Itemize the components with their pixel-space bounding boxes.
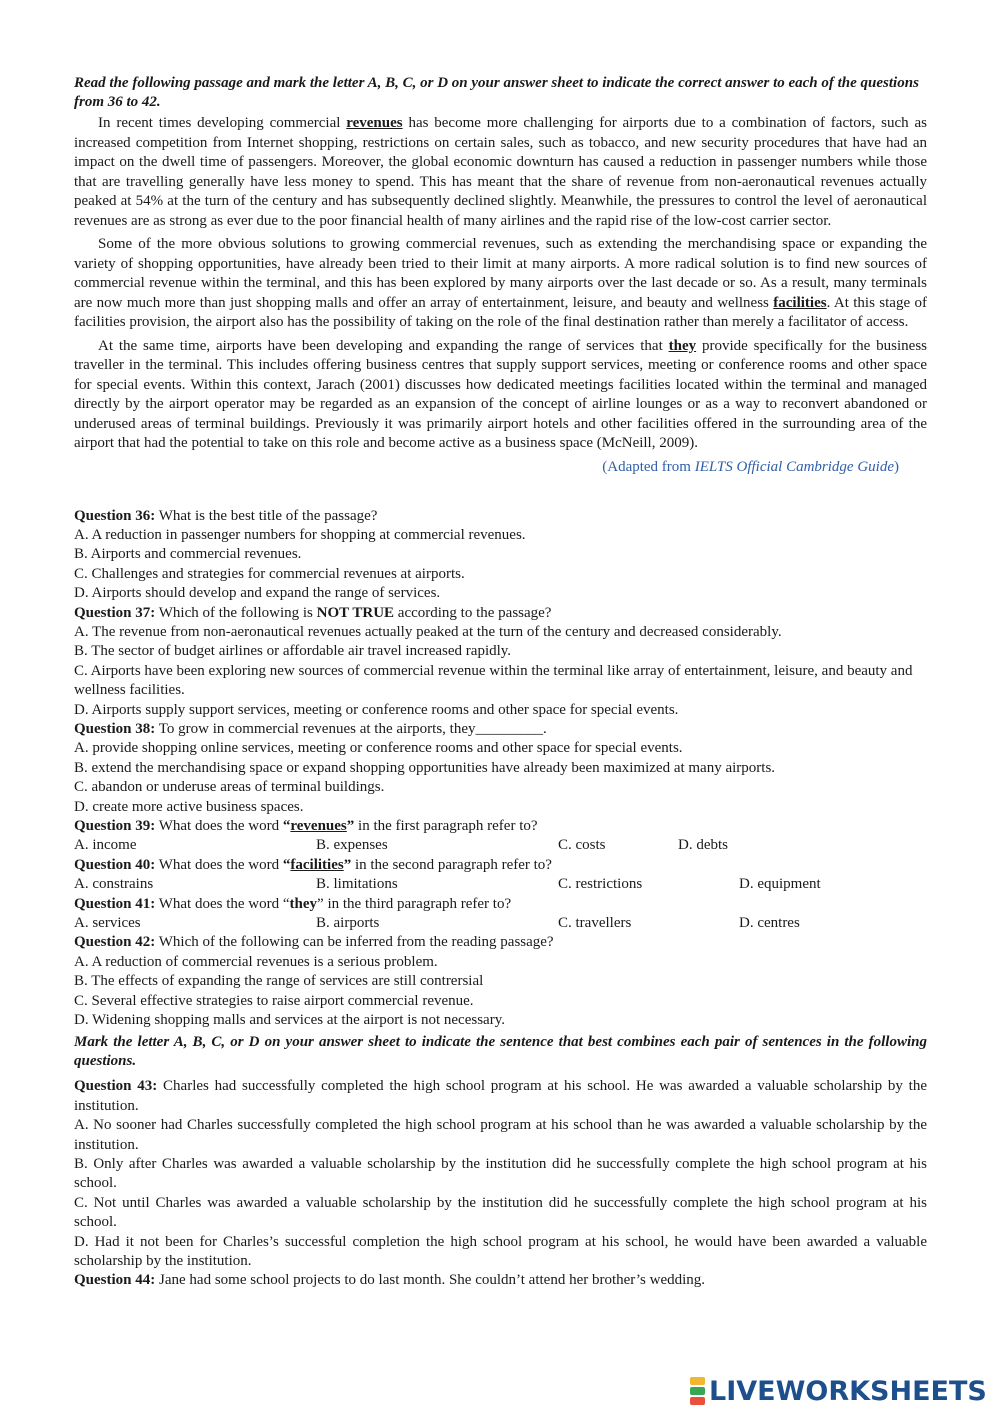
q43-option-c[interactable]: C. Not until Charles was awarded a valuable scholarship by the institution did he successfully complete the high school program at his school.	[74, 1194, 927, 1231]
q42-option-a[interactable]: A. A reduction of commercial revenues is a serious problem.	[74, 953, 438, 970]
q41-options	[74, 914, 927, 933]
badge-bar	[690, 1377, 705, 1385]
question-label: Question 40:	[74, 856, 156, 873]
passage-source	[74, 458, 899, 477]
question-37	[74, 604, 927, 623]
p3-text-after: provide specifically for the business traveller in the terminal. This includes offering business centres that supply support services, meeting or conference rooms and other space for special events. Within this context, Jarach (2001) discusses how dedicated meetings facilities located within the terminal and managed directly by the airport operator may be regarded as an expansion of the concept of airline lounges or as a way to reconvert abandoned or underused areas of terminal buildings. Previously it was primarily airport hotels and other facilities offered in the surrounding area of the airport that had the potential to take on this role and become active as a business space (McNeill, 2009).	[74, 337, 928, 451]
badge-bar	[690, 1397, 705, 1405]
question-text-after: ” in the third paragraph refer to?	[317, 895, 512, 912]
question-44	[74, 1271, 927, 1290]
q38-option-a[interactable]: A. provide shopping online services, meeting or conference rooms and other space for special events.	[74, 740, 683, 757]
close-quote: ”	[346, 818, 355, 834]
combine-instruction: Mark the letter A, B, C, or D on your answer sheet to indicate the sentence that best combines each pair of sentences in the following questions.	[74, 1034, 927, 1070]
open-quote: “	[282, 818, 291, 834]
question-text-before: What does the word	[155, 818, 283, 834]
keyword-revenues: revenues	[346, 115, 403, 131]
p2-text-after: . At this stage of facilities provision, the airport also has the possibility of taking on the role of the final destination rather than merely a facilitator of access.	[74, 294, 927, 330]
q37-option-d[interactable]: D. Airports supply support services, meeting or conference rooms and other space for special events.	[74, 701, 679, 718]
questions-block	[74, 507, 927, 1291]
source-title: IELTS Official Cambridge Guide	[694, 458, 894, 475]
question-text: What is the best title of the passage?	[155, 507, 378, 524]
question-label: Question 43:	[74, 1078, 158, 1095]
worksheet-page	[74, 74, 927, 1291]
q37-option-b[interactable]: B. The sector of budget airlines or affordable air travel increased rapidly.	[74, 643, 512, 660]
passage-paragraph-2	[74, 235, 927, 333]
p3-text-before: At the same time, airports have been developing and expanding the range of services that	[98, 337, 669, 354]
question-text-after: according to the passage?	[394, 604, 552, 621]
keyword: they	[289, 895, 318, 912]
open-quote: “	[282, 856, 291, 873]
q38-option-d[interactable]: D. create more active business spaces.	[74, 798, 304, 815]
question-text: Charles had successfully completed the high school program at his school. He was awarded a valuable scholarship by the institution.	[74, 1078, 927, 1114]
q43-option-b[interactable]: B. Only after Charles was awarded a valuable scholarship by the institution did he successfully complete the high school program at his school.	[74, 1156, 927, 1192]
q39-option-c[interactable]: C. costs	[558, 837, 606, 854]
q36-option-d[interactable]: D. Airports should develop and expand the range of services.	[74, 585, 441, 602]
q42-option-d[interactable]: D. Widening shopping malls and services at the airport is not necessary.	[74, 1012, 505, 1029]
question-text-before: Which of the following is	[155, 604, 317, 621]
question-41	[74, 895, 927, 914]
p1-text-after: has become more challenging for airports due to a combination of factors, such as increased competition from Internet shopping, restrictions on certain sales, such as tobacco, and new security procedures that have had an impact on the dwell time of passengers. Moreover, the global economic downturn has caused a reduction in passenger numbers while those that are travelling generally have less money to spend. This has meant that the share of revenue from non-aeronautical revenues actually peaked at 54% at the turn of the century and has subsequently declined slightly. Meanwhile, the pressures to control the level of aeronautical revenues are as strong as ever due to the poor financial health of many airlines and the rapid rise of the low-cost carrier sector.	[74, 115, 927, 229]
q36-option-b[interactable]: B. Airports and commercial revenues.	[74, 546, 302, 563]
question-label: Question 44:	[74, 1272, 156, 1289]
q38-option-b[interactable]: B. extend the merchandising space or expand shopping opportunities have already been maximized at many airports.	[74, 759, 776, 776]
q41-option-b[interactable]: B. airports	[316, 915, 380, 931]
p1-text-before: In recent times developing commercial	[98, 115, 347, 131]
question-label: Question 41:	[74, 895, 156, 912]
not-true-emphasis: NOT TRUE	[316, 604, 395, 621]
question-43	[74, 1077, 927, 1116]
keyword: revenues	[290, 818, 347, 834]
logo-badge-icon	[690, 1377, 705, 1405]
q40-options	[74, 875, 927, 894]
question-40	[74, 856, 927, 875]
question-label: Question 39:	[74, 818, 156, 834]
passage-paragraph-1	[74, 114, 927, 231]
question-text-before: What does the word “	[155, 895, 290, 912]
keyword-facilities: facilities	[773, 294, 827, 311]
question-38	[74, 720, 927, 739]
question-text: Which of the following can be inferred from the reading passage?	[155, 934, 554, 951]
reading-instruction: Read the following passage and mark the letter A, B, C, or D on your answer sheet to indicate the correct answer to each of the questions from 36 to 42.	[74, 75, 919, 110]
q39-option-d[interactable]: D. debts	[678, 837, 728, 854]
q42-option-b[interactable]: B. The effects of expanding the range of services are still contrersial	[74, 973, 484, 990]
question-label: Question 38:	[74, 720, 156, 737]
q40-option-d[interactable]: D. equipment	[739, 876, 821, 893]
question-text: Jane had some school projects to do last month. She couldn’t attend her brother’s wedding.	[155, 1272, 706, 1289]
badge-bar	[690, 1387, 705, 1395]
source-prefix: (Adapted from	[602, 458, 695, 475]
q43-option-a[interactable]: A. No sooner had Charles successfully completed the high school program at his school than he was awarded a valuable scholarship by the institution.	[74, 1117, 927, 1153]
question-36	[74, 507, 927, 526]
question-text-after: in the first paragraph refer to?	[354, 818, 538, 834]
q40-option-a[interactable]: A. constrains	[74, 876, 154, 893]
q39-options	[74, 836, 927, 855]
keyword: facilities	[290, 856, 344, 873]
question-text: To grow in commercial revenues at the airports, they_________.	[155, 720, 547, 737]
p2-text-before: Some of the more obvious solutions to growing commercial revenues, such as extending the merchandising space or expanding the variety of shopping opportunities, have already been tried to their limit at many airports. A more radical solution is to find new sources of commercial revenue within the terminal, and this has been explored by many airports over the last decade or so. As a result, many terminals are now much more than just shopping malls and offer an array of entertainment, leisure, and beauty and wellness	[74, 236, 927, 311]
keyword-they: they	[668, 337, 697, 354]
question-label: Question 37:	[74, 604, 156, 621]
q41-option-a[interactable]: A. services	[74, 915, 141, 931]
liveworksheets-logo	[690, 1374, 987, 1408]
q41-option-c[interactable]: C. travellers	[558, 915, 632, 931]
question-text-before: What does the word	[155, 856, 283, 873]
q41-option-d[interactable]: D. centres	[739, 915, 800, 931]
q40-option-c[interactable]: C. restrictions	[558, 876, 643, 893]
q40-option-b[interactable]: B. limitations	[316, 876, 398, 893]
q43-option-d[interactable]: D. Had it not been for Charles’s successful completion the high school program at his school, he would have been awarded a valuable scholarship by the institution.	[74, 1233, 927, 1270]
brand-name: LIVEWORKSHEETS	[709, 1375, 987, 1407]
source-suffix: )	[894, 458, 899, 475]
close-quote: ”	[343, 856, 352, 873]
q39-option-b[interactable]: B. expenses	[316, 837, 388, 854]
q38-option-c[interactable]: C. abandon or underuse areas of terminal buildings.	[74, 779, 385, 796]
question-label: Question 42:	[74, 934, 156, 951]
question-text-after: in the second paragraph refer to?	[351, 856, 552, 873]
q37-option-a[interactable]: A. The revenue from non-aeronautical revenues actually peaked at the turn of the century and decreased considerably.	[74, 623, 782, 640]
question-39	[74, 817, 927, 836]
q37-option-c[interactable]: C. Airports have been exploring new sources of commercial revenue within the terminal like array of entertainment, leisure, and beauty and wellness facilities.	[74, 662, 913, 699]
question-label: Question 36:	[74, 507, 156, 524]
q36-option-a[interactable]: A. A reduction in passenger numbers for shopping at commercial revenues.	[74, 526, 526, 543]
q36-option-c[interactable]: C. Challenges and strategies for commercial revenues at airports.	[74, 565, 465, 582]
question-42	[74, 933, 927, 952]
passage-paragraph-3	[74, 337, 927, 454]
q39-option-a[interactable]: A. income	[74, 837, 137, 854]
q42-option-c[interactable]: C. Several effective strategies to raise airport commercial revenue.	[74, 992, 474, 1009]
